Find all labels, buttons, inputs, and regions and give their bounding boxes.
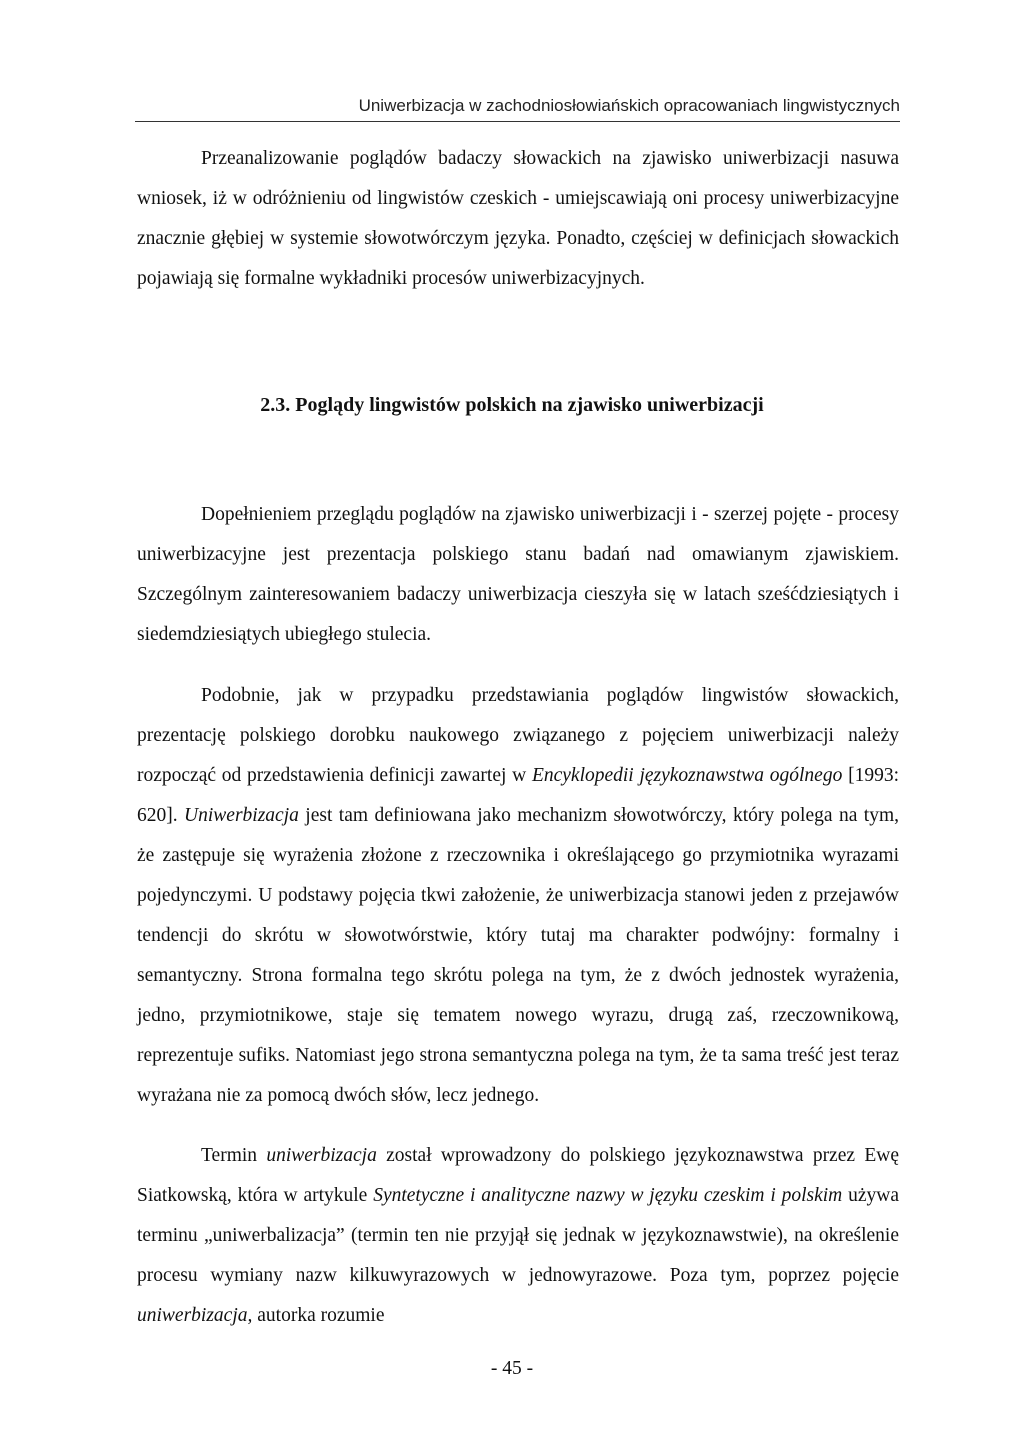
- paragraph-1: Przeanalizowanie poglądów badaczy słowackich na zjawisko uniwerbizacji nasuwa wniosek, iż w odróżnieniu od lingwistów czeskich - umiejscawiają oni procesy uniwerbizacyjne znacznie głębiej w systemie słowotwórczym języka. Ponadto, częściej w definicjach słowackich pojawiają się formalne wykładniki procesów uniwerbizacyjnych.: [137, 148, 899, 289]
- paragraph-3: [137, 676, 899, 1116]
- paragraph-4-text: został wprowadzony do polskiego językoznawstwa przez Ewę Siatkowską, która w artykule: [137, 1145, 899, 1206]
- paragraph-3-text: Podobnie, jak w przypadku przedstawiania poglądów lingwistów słowackich, prezentację polskiego dorobku naukowego związanego z pojęciem uniwerbizacji należy rozpocząć od przedstawienia definicji zawartej w: [137, 685, 899, 786]
- paragraph-3-text: jest tam definiowana jako mechanizm słowotwórczy, który polega na tym, że zastępuje się wyrażenia złożone z rzeczownika i określającego go przymiotnika wyrazami pojedynczymi. U podstawy pojęcia tkwi założenie, że uniwerbizacja stanowi jeden z przejawów tendencji do skrótu w słowotwórstwie, który tutaj ma charakter podwójny: formalny i semantyczny. Strona formalna tego skrótu polega na tym, że z dwóch jednostek wyrażenia, jedno, przymiotnikowe, staje się tematem nowego wyrazu, drugą zaś, rzeczownikową, reprezentuje sufiks. Natomiast jego strona semantyczna polega na tym, że ta sama treść jest teraz wyrażana nie za pomocą dwóch słów, lecz jednego.: [137, 805, 899, 1106]
- term-uniwerbizacja: uniwerbizacja,: [137, 1305, 253, 1326]
- term-uniwerbizacja: uniwerbizacja: [266, 1145, 377, 1166]
- article-title: Syntetyczne i analityczne nazwy w języku czeskim i polskim: [373, 1185, 843, 1206]
- paragraph-4-text: Termin: [201, 1145, 267, 1166]
- citation: [1993: 620].: [137, 765, 899, 826]
- paragraph-4-text: używa terminu „uniwerbalizacja” (termin ten nie przyjął się jednak w językoznawstwie), na określenie procesu wymiany nazw kilkuwyrazowych w jednowyrazowe. Poza tym, poprzez pojęcie: [137, 1185, 899, 1286]
- encyclopedia-title: Encyklopedii językoznawstwa ogólnego: [531, 765, 843, 786]
- running-header: Uniwerbizacja w zachodniosłowiańskich opracowaniach lingwistycznych: [135, 96, 900, 122]
- paragraph-2: Dopełnieniem przeglądu poglądów na zjawisko uniwerbizacji i - szerzej pojęte - procesy uniwerbizacyjne jest prezentacja polskiego stanu badań nad omawianym zjawiskiem. Szczególnym zainteresowaniem badaczy uniwerbizacja cieszyła się w latach sześćdziesiątych i siedemdziesiątych ubiegłego stulecia.: [137, 504, 899, 645]
- term-uniwerbizacja: Uniwerbizacja: [184, 805, 299, 826]
- paragraph-4: [137, 1136, 899, 1336]
- page-number: - 45 -: [490, 1358, 534, 1379]
- section-heading: 2.3. Poglądy lingwistów polskich na zjawisko uniwerbizacji: [260, 394, 764, 416]
- paragraph-4-text: autorka rozumie: [252, 1305, 385, 1326]
